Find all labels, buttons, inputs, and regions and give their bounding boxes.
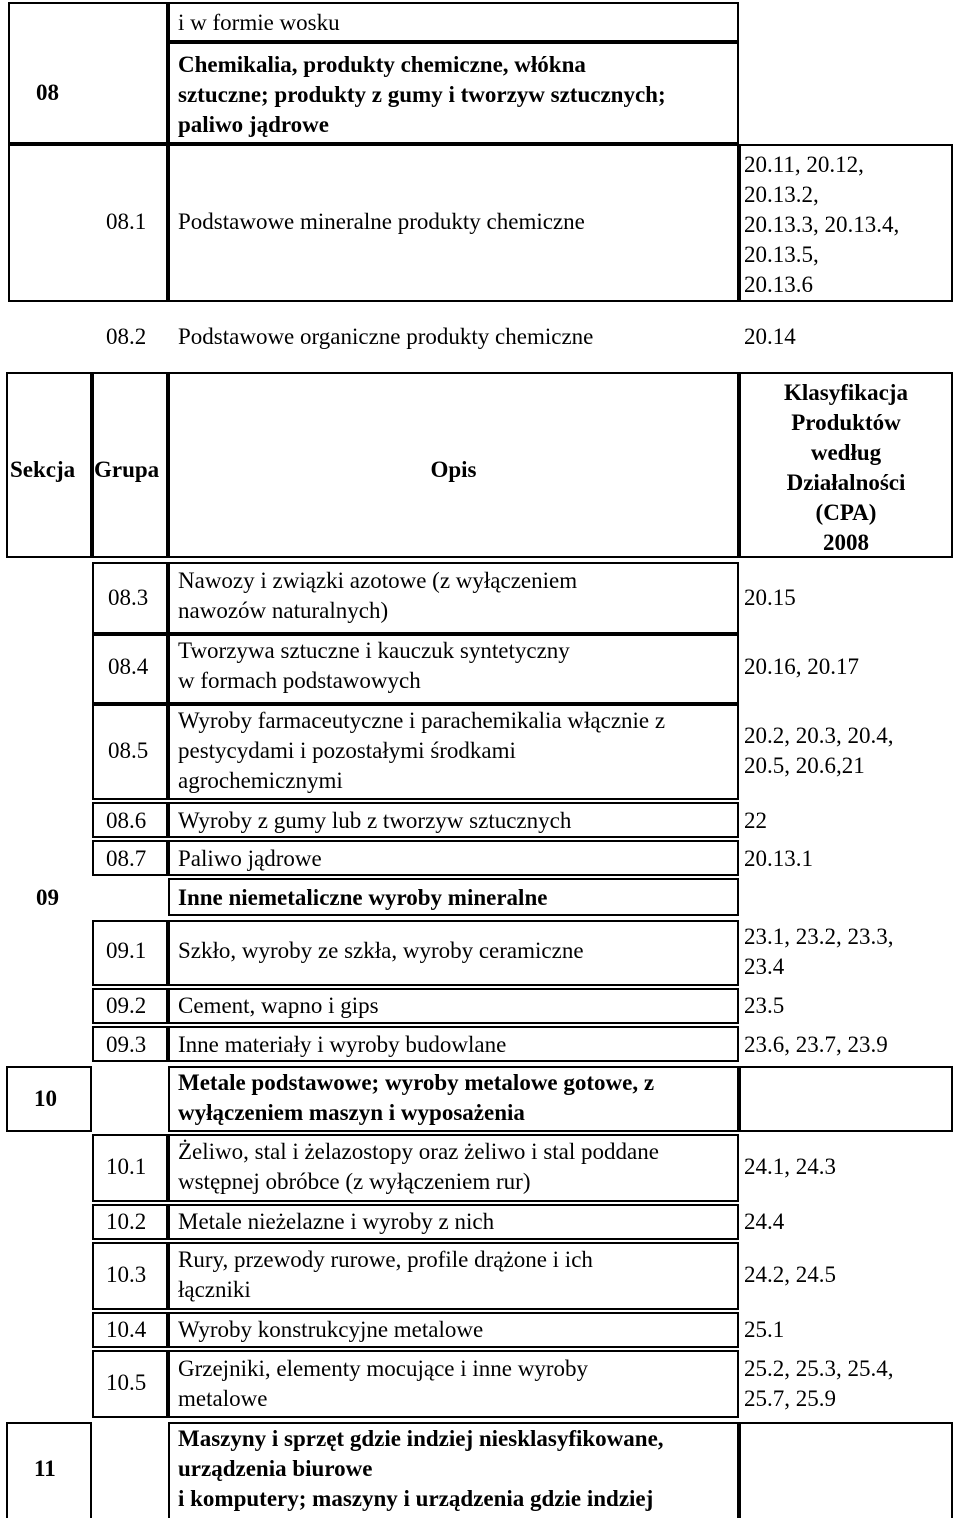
group-085-code: 08.5 (108, 738, 149, 763)
section-10-desc-line2: wyłączeniem maszyn i wyposażenia (178, 1100, 525, 1125)
header-cpa-line2: Produktów (791, 410, 901, 435)
group-091-desc: Szkło, wyroby ze szkła, wyroby ceramiczne (178, 938, 584, 963)
section-11-desc-line3: i komputery; maszyny i urządzenia gdzie indziej (178, 1486, 654, 1511)
group-081-cpa-line5: 20.13.6 (744, 272, 813, 297)
group-085-desc-line3: agrochemicznymi (178, 768, 343, 793)
section-09-desc: Inne niemetaliczne wyroby mineralne (178, 885, 548, 910)
group-093-code: 09.3 (106, 1032, 147, 1057)
group-102-code: 10.2 (106, 1209, 147, 1234)
group-092-cpa: 23.5 (744, 993, 785, 1018)
group-084-code: 08.4 (108, 654, 149, 679)
group-092-code: 09.2 (106, 993, 147, 1018)
group-101-desc-line2: wstępnej obróbce (z wyłączeniem rur) (178, 1169, 531, 1194)
group-104-cpa: 25.1 (744, 1317, 785, 1342)
group-086-cpa: 22 (744, 808, 767, 833)
header-cpa-line1: Klasyfikacja (784, 380, 908, 405)
group-085-cpa-line2: 20.5, 20.6,21 (744, 753, 865, 778)
group-105-desc-line2: metalowe (178, 1386, 268, 1411)
group-101-cpa: 24.1, 24.3 (744, 1154, 836, 1179)
section-11-desc-line2: urządzenia biurowe (178, 1456, 373, 1481)
group-102-cpa: 24.4 (744, 1209, 785, 1234)
group-081-cpa-line3: 20.13.3, 20.13.4, (744, 212, 900, 237)
group-084-desc-line2: w formach podstawowych (178, 668, 421, 693)
group-101-desc-line1: Żeliwo, stal i żelazostopy oraz żeliwo i stal poddane (178, 1139, 659, 1164)
group-081-code: 08.1 (106, 209, 147, 234)
group-104-code: 10.4 (106, 1317, 147, 1342)
group-105-desc-line1: Grzejniki, elementy mocujące i inne wyroby (178, 1356, 589, 1381)
cpa-cell-10 (739, 1066, 953, 1132)
group-091-cpa-line1: 23.1, 23.2, 23.3, (744, 924, 894, 949)
group-083-cpa: 20.15 (744, 585, 796, 610)
group-087-code: 08.7 (106, 846, 147, 871)
group-087-desc: Paliwo jądrowe (178, 846, 322, 871)
group-093-cpa: 23.6, 23.7, 23.9 (744, 1032, 888, 1057)
group-104-desc: Wyroby konstrukcyjne metalowe (178, 1317, 484, 1342)
group-103-desc-line2: łączniki (178, 1277, 251, 1302)
header-grupa: Grupa (94, 457, 160, 482)
group-085-desc-line2: pestycydami i pozostałymi środkami (178, 738, 516, 763)
group-083-code: 08.3 (108, 585, 149, 610)
group-081-cpa-line1: 20.11, 20.12, (744, 152, 864, 177)
group-091-code: 09.1 (106, 938, 147, 963)
group-105-cpa-line1: 25.2, 25.3, 25.4, (744, 1356, 894, 1381)
group-105-code: 10.5 (106, 1370, 147, 1395)
section-10-desc-line1: Metale podstawowe; wyroby metalowe gotowe, z (178, 1070, 655, 1095)
section-08-code: 08 (36, 80, 59, 105)
group-087-cpa: 20.13.1 (744, 846, 813, 871)
cpa-cell-11 (739, 1422, 953, 1518)
group-082-cpa: 20.14 (744, 324, 796, 349)
section-08-desc-line3: paliwo jądrowe (178, 112, 329, 137)
group-085-cpa-line1: 20.2, 20.3, 20.4, (744, 723, 894, 748)
group-081-cpa-line2: 20.13.2, (744, 182, 819, 207)
group-081-cpa-line4: 20.13.5, (744, 242, 819, 267)
group-101-code: 10.1 (106, 1154, 147, 1179)
group-081-desc: Podstawowe mineralne produkty chemiczne (178, 209, 585, 234)
header-cpa-line5: (CPA) (815, 500, 877, 525)
header-cpa-line4: Działalności (786, 470, 906, 495)
section-08-desc-line2: sztuczne; produkty z gumy i tworzyw sztucznych; (178, 82, 666, 107)
desc-wosk: i w formie wosku (178, 10, 340, 35)
group-103-cpa: 24.2, 24.5 (744, 1262, 836, 1287)
group-085-desc-line1: Wyroby farmaceutyczne i parachemikalia włącznie z (178, 708, 666, 733)
section-cell-08 (8, 2, 168, 144)
header-cpa-line6: 2008 (823, 530, 869, 555)
group-082-desc: Podstawowe organiczne produkty chemiczne (178, 324, 594, 349)
group-102-desc: Metale nieżelazne i wyroby z nich (178, 1209, 495, 1234)
group-092-desc: Cement, wapno i gips (178, 993, 379, 1018)
section-09-code: 09 (36, 885, 59, 910)
group-105-cpa-line2: 25.7, 25.9 (744, 1386, 836, 1411)
group-084-cpa: 20.16, 20.17 (744, 654, 859, 679)
header-opis: Opis (430, 457, 477, 482)
group-091-cpa-line2: 23.4 (744, 954, 785, 979)
section-08-desc-line1: Chemikalia, produkty chemiczne, włókna (178, 52, 586, 77)
group-083-desc-line2: nawozów naturalnych) (178, 598, 389, 623)
section-11-desc-line1: Maszyny i sprzęt gdzie indziej niesklasyfikowane, (178, 1426, 664, 1451)
group-082-code: 08.2 (106, 324, 147, 349)
group-083-desc-line1: Nawozy i związki azotowe (z wyłączeniem (178, 568, 578, 593)
group-086-desc: Wyroby z gumy lub z tworzyw sztucznych (178, 808, 572, 833)
header-sekcja: Sekcja (10, 457, 76, 482)
group-084-desc-line1: Tworzywa sztuczne i kauczuk syntetyczny (178, 638, 570, 663)
group-103-code: 10.3 (106, 1262, 147, 1287)
section-11-code: 11 (34, 1456, 56, 1481)
section-10-code: 10 (34, 1086, 57, 1111)
group-093-desc: Inne materiały i wyroby budowlane (178, 1032, 507, 1057)
group-086-code: 08.6 (106, 808, 147, 833)
group-103-desc-line1: Rury, przewody rurowe, profile drążone i ich (178, 1247, 593, 1272)
header-cpa-line3: według (810, 440, 882, 465)
